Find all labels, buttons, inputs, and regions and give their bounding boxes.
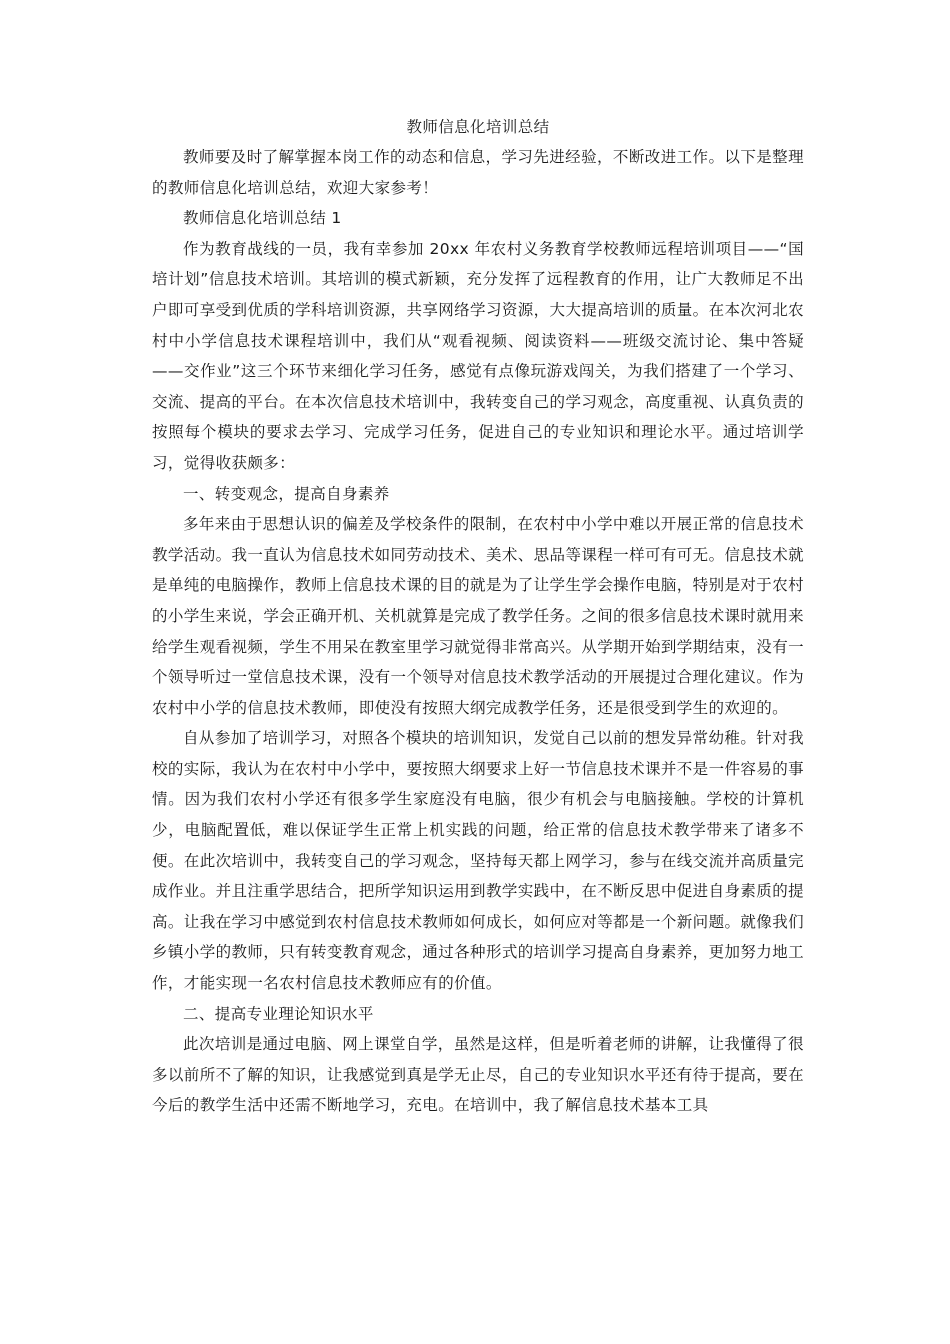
document-title: 教师信息化培训总结 — [406, 118, 550, 136]
body-paragraph: 此次培训是通过电脑、网上课堂自学，虽然是这样，但是听着老师的讲解，让我懂得了很多以前所不了解的知识，让我感觉到真是学无止尽，自己的专业知识水平还有待于提高，要在今后的教学生活中还需不断地学习，充电。在培训中，我了解信息技术基本工具 — [152, 1035, 804, 1115]
body-paragraph: 作为教育战线的一员，我有幸参加 20xx 年农村义务教育学校教师远程培训项目——“国培计划”信息技术培训。其培训的模式新颖，充分发挥了远程教育的作用，让广大教师足不出户即可享受到优质的学科培训资源，共享网络学习资源，大大提高培训的质量。在本次河北农村中小学信息技术课程培训中，我们从“观看视频、阅读资料——班级交流讨论、集中答疑——交作业”这三个环节来细化学习任务，感觉有点像玩游戏闯关，为我们搭建了一个学习、交流、提高的平台。在本次信息技术培训中，我转变自己的学习观念，高度重视、认真负责的按照每个模块的要求去学习、完成学习任务，促进自己的专业知识和理论水平。通过培训学习，觉得收获颇多： — [152, 239, 804, 472]
section-title-summary-1: 教师信息化培训总结 1 — [183, 209, 342, 228]
subheading-improve-theory: 二、提高专业理论知识水平 — [183, 1004, 374, 1023]
subheading-change-concept: 一、转变观念，提高自身素养 — [183, 484, 390, 503]
body-paragraph: 多年来由于思想认识的偏差及学校条件的限制，在农村中小学中难以开展正常的信息技术教学活动。我一直认为信息技术如同劳动技术、美术、思品等课程一样可有可无。信息技术就是单纯的电脑操作，教师上信息技术课的目的就是为了让学生学会操作电脑，特别是对于农村的小学生来说，学会正确开机、关机就算是完成了教学任务。之间的很多信息技术课时就用来给学生观看视频，学生不用呆在教室里学习就觉得非常高兴。从学期开始到学期结束，没有一个领导听过一堂信息技术课，没有一个领导对信息技术教学活动的开展提过合理化建议。作为农村中小学的信息技术教师，即使没有按照大纲完成教学任务，还是很受到学生的欢迎的。 — [152, 515, 804, 717]
document-body — [152, 112, 804, 1121]
intro-paragraph: 教师要及时了解掌握本岗工作的动态和信息，学习先进经验，不断改进工作。以下是整理的教师信息化培训总结，欢迎大家参考！ — [152, 148, 804, 197]
body-paragraph: 自从参加了培训学习，对照各个模块的培训知识，发觉自己以前的想发异常幼稚。针对我校的实际，我认为在农村中小学中，要按照大纲要求上好一节信息技术课并不是一件容易的事情。因为我们农村小学还有很多学生家庭没有电脑，很少有机会与电脑接触。学校的计算机少，电脑配置低，难以保证学生正常上机实践的问题，给正常的信息技术教学带来了诸多不便。在此次培训中，我转变自己的学习观念，坚持每天都上网学习，参与在线交流并高质量完成作业。并且注重学思结合，把所学知识运用到教学实践中，在不断反思中促进自身素质的提高。让我在学习中感觉到农村信息技术教师如何成长，如何应对等都是一个新问题。就像我们乡镇小学的教师，只有转变教育观念，通过各种形式的培训学习提高自身素养，更加努力地工作，才能实现一名农村信息技术教师应有的价值。 — [152, 729, 804, 993]
